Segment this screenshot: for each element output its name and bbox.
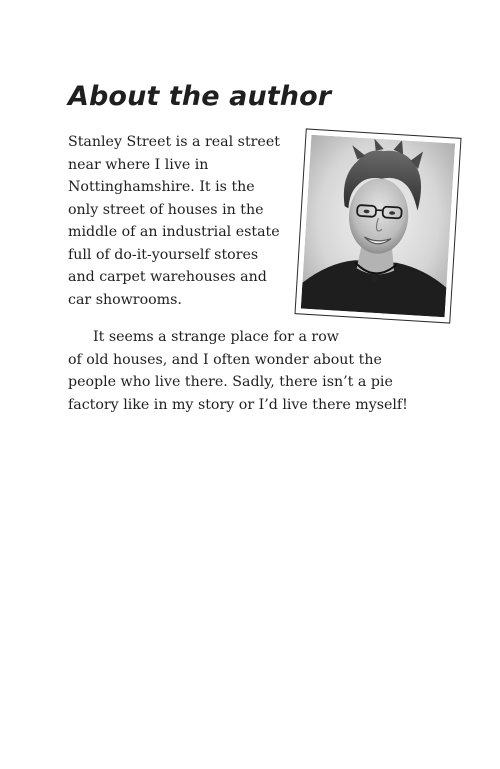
text-line: people who live there. Sadly, there isn’t a pie <box>68 374 393 390</box>
author-photo <box>294 128 461 323</box>
text-line: Nottinghamshire. It is the <box>68 179 255 195</box>
text-line: only street of houses in the <box>68 201 264 218</box>
text-line: factory like in my story or I’d live there myself! <box>68 396 408 413</box>
author-portrait-image <box>301 135 455 317</box>
text-line: full of do-it-yourself stores <box>68 246 259 263</box>
paragraph-2 <box>68 326 408 416</box>
text-line: of old houses, and I often wonder about the <box>68 351 382 368</box>
text-line: and carpet warehouses and <box>68 269 267 285</box>
text-line: middle of an industrial estate <box>68 224 280 240</box>
text-line: near where I live in <box>68 156 209 173</box>
page-title: About the author <box>68 81 332 112</box>
text-line: Stanley Street is a real street <box>68 134 280 150</box>
paragraph-1 <box>68 131 280 311</box>
text-line: car showrooms. <box>68 291 182 308</box>
text-line: It seems a strange place for a row <box>93 329 339 345</box>
